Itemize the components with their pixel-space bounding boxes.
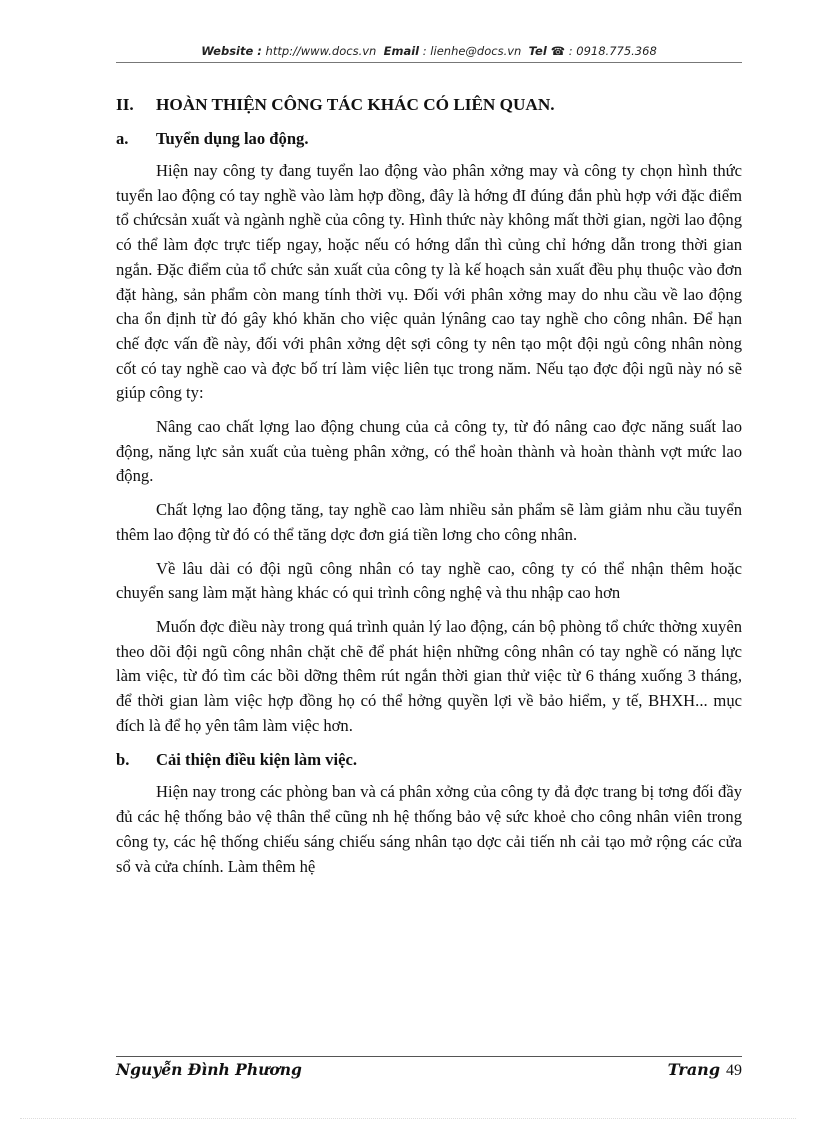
tel-label: Tel ☎ — [528, 44, 566, 58]
website-url[interactable]: http://www.docs.vn — [265, 44, 377, 58]
document-body — [116, 95, 742, 888]
paragraph: Nâng cao chất lợng lao động chung của cả công ty, từ đó nâng cao đợc năng suất lao động, năng lực sản xuất của tuèng phân xởng, có thể hoàn thành và hoàn thành vợt mức lao động. — [116, 417, 742, 486]
website-label: Website : — [201, 44, 262, 58]
footer-divider — [116, 1056, 742, 1057]
subsection-a-title: Tuyển dụng lao động. — [156, 129, 309, 148]
subsection-a-number: a. — [116, 129, 129, 148]
page-number-block — [668, 1060, 742, 1080]
page-header — [116, 44, 742, 58]
header-divider — [116, 62, 742, 63]
tel-value: : 0918.775.368 — [568, 44, 657, 58]
subsection-b-title: Cải thiện điều kiện làm việc. — [156, 750, 357, 770]
paragraph: Hiện nay trong các phòng ban và cá phân xởng của công ty đả đợc trang bị tơng đối đầy đủ các hệ thống bảo vệ thân thể cũng nh hệ thống bảo vệ sức khoẻ cho công nhân viên trong công ty, các hệ thống chiếu sáng chiếu sáng nhân tạo dợc cải tiến nh cải tạo mở rộng các cửa sổ và cửa chính. Làm thêm hệ — [116, 782, 742, 876]
paragraph: Chất lợng lao động tăng, tay nghề cao làm nhiều sản phẩm sẽ làm giảm nhu cầu tuyển thêm lao động từ đó có thể tăng dợc đơn giá tiền lơng cho công nhân. — [116, 500, 742, 544]
paragraph: Hiện nay công ty đang tuyển lao động vào phân xởng may và công ty chọn hình thức tuyển lao động có tay nghề vào làm hợp đồng, đây là hớng đI đúng đắn phù hợp với đặc điểm tổ chứcsản xuất và ngành nghề của công ty. Hình thức này không mất thời gian, ngời lao động có thể làm đợc trực tiếp ngay, hoặc nếu có hớng dẩn thì củng chỉ hớng dẫn trong thời gian ngắn. Đặc điểm của tổ chức sản xuất của công ty là kế hoạch sản xuất đều phụ thuộc vào đơn đặt hàng, sản phẩm còn mang tính thời vụ. Đối với phân xởng may do nhu cầu về lao động cha ổn định từ đó gây khó khăn cho việc quản lýnâng cao tay nghề cho công nhân. Để hạn chế đợc vấn đề này, đối với phân xởng dệt sợi công ty nên tạo một đội ngủ công nhân nòng cốt có tay nghề cao và đợc bố trí làm việc liên tục trong năm. Nếu tạo đợc đội ngũ này nó sẽ giúp công ty: — [116, 161, 742, 403]
subsection-b-heading — [116, 750, 742, 770]
paragraph: Về lâu dài có đội ngũ công nhân có tay nghề cao, công ty có thể nhận thêm hoặc chuyển sang làm mặt hàng khác có qui trình công nghệ và thu nhập cao hơn — [116, 558, 742, 603]
subsection-b-number: b. — [116, 750, 130, 770]
paragraph: Muốn đợc điều này trong quá trình quản lý lao động, cán bộ phòng tổ chức thờng xuyên theo dõi đội ngũ công nhân chặt chẽ để phát hiện những công nhân có tay nghề có năng lực làm việc, từ đó tìm các bồi dỡng thêm rút ngắn thời gian thử việc từ 6 tháng xuống 3 tháng, để thời gian làm việc hợp đồng họ có thể hởng quyền lợi về bảo hiểm, y tế, BHXH... mục đích là để họ yên tâm làm việc hơn. — [116, 616, 742, 735]
author-name: Nguyễn Đình Phương — [116, 1060, 302, 1079]
section-number: II. — [116, 95, 134, 114]
subsection-a-heading — [116, 129, 742, 149]
email-label: Email — [383, 44, 420, 58]
section-heading — [116, 95, 742, 115]
email-value[interactable]: : lienhe@docs.vn — [422, 44, 522, 58]
section-title: HOÀN THIỆN CÔNG TÁC KHÁC CÓ LIÊN QUAN. — [156, 95, 555, 114]
page-number: 49 — [726, 1062, 742, 1079]
page-bottom-border — [20, 1118, 796, 1119]
page-label: Trang — [667, 1060, 720, 1079]
